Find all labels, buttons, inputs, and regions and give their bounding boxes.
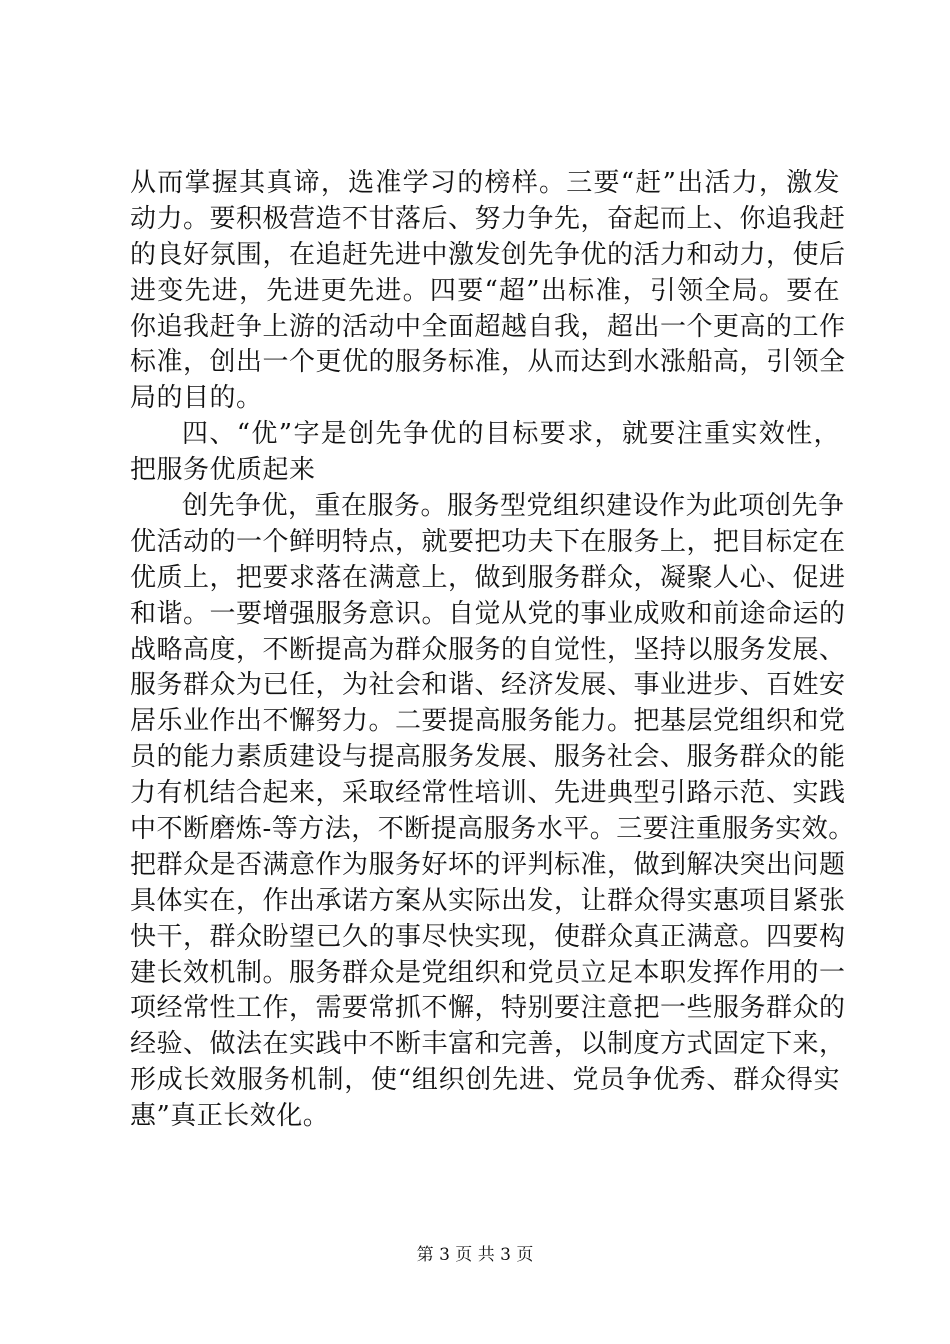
section-heading-line: 四、“优”字是创先争优的目标要求，就要注重实效性， bbox=[182, 419, 840, 450]
text-line: 的良好氛围，在追赶先进中激发创先争优的活力和动力，使后 bbox=[130, 239, 846, 270]
text-line: 项经常性工作，需要常抓不懈，特别要注意把一些服务群众的 bbox=[130, 993, 846, 1024]
text-line: 标准，创出一个更优的服务标准，从而达到水涨船高，引领全 bbox=[130, 347, 846, 378]
text-line: 创先争优，重在服务。服务型党组织建设作为此项创先争 bbox=[182, 491, 845, 522]
text-line: 服务群众为已任，为社会和谐、经济发展、事业进步、百姓安 bbox=[130, 670, 846, 701]
text-line: 从而掌握其真谛，选准学习的榜样。三要“赶”出活力，激发 bbox=[130, 168, 840, 198]
text-line: 你追我赶争上游的活动中全面超越自我，超出一个更高的工作 bbox=[130, 311, 846, 342]
page-footer bbox=[0, 1244, 950, 1266]
text-line: 力有机结合起来，采取经常性培训、先进典型引路示范、实践 bbox=[130, 778, 846, 809]
text-line: 居乐业作出不懈努力。二要提高服务能力。把基层党组织和党 bbox=[130, 706, 846, 737]
text-line: 进变先进，先进更先进。四要“超”出标准，引领全局。要在 bbox=[130, 275, 840, 306]
text-line: 形成长效服务机制，使“组织创先进、党员争优秀、群众得实 bbox=[130, 1065, 840, 1096]
page-number-label: 第 3 页 共 3 页 bbox=[416, 1245, 534, 1265]
text-line: 优活动的一个鲜明特点，就要把功夫下在服务上，把目标定在 bbox=[130, 526, 846, 557]
section-heading-line: 把服务优质起来 bbox=[130, 455, 316, 486]
text-line: 具体实在，作出承诺方案从实际出发，让群众得实惠项目紧张 bbox=[130, 885, 846, 916]
text-line: 经验、做法在实践中不断丰富和完善，以制度方式固定下来， bbox=[130, 1029, 846, 1060]
text-line: 优质上，把要求落在满意上，做到服务群众，凝聚人心、促进 bbox=[130, 562, 846, 593]
document-body bbox=[130, 166, 855, 1135]
text-line: 建长效机制。服务群众是党组织和党员立足本职发挥作用的一 bbox=[130, 957, 846, 988]
text-line: 动力。要积极营造不甘落后、努力争先，奋起而上、你追我赶 bbox=[130, 203, 846, 234]
text-line: 局的目的。 bbox=[130, 383, 263, 414]
text-line: 和谐。一要增强服务意识。自觉从党的事业成败和前途命运的 bbox=[130, 598, 846, 629]
text-line: 把群众是否满意作为服务好坏的评判标准，做到解决突出问题 bbox=[130, 849, 846, 880]
text-line: 快干，群众盼望已久的事尽快实现，使群众真正满意。四要构 bbox=[130, 921, 846, 952]
text-line: 中不断磨炼-等方法，不断提高服务水平。三要注重服务实效。 bbox=[130, 814, 855, 845]
text-line: 惠”真正长效化。 bbox=[130, 1101, 330, 1132]
text-line: 战略高度，不断提高为群众服务的自觉性，坚持以服务发展、 bbox=[130, 634, 846, 665]
text-line: 员的能力素质建设与提高服务发展、服务社会、服务群众的能 bbox=[130, 742, 846, 773]
